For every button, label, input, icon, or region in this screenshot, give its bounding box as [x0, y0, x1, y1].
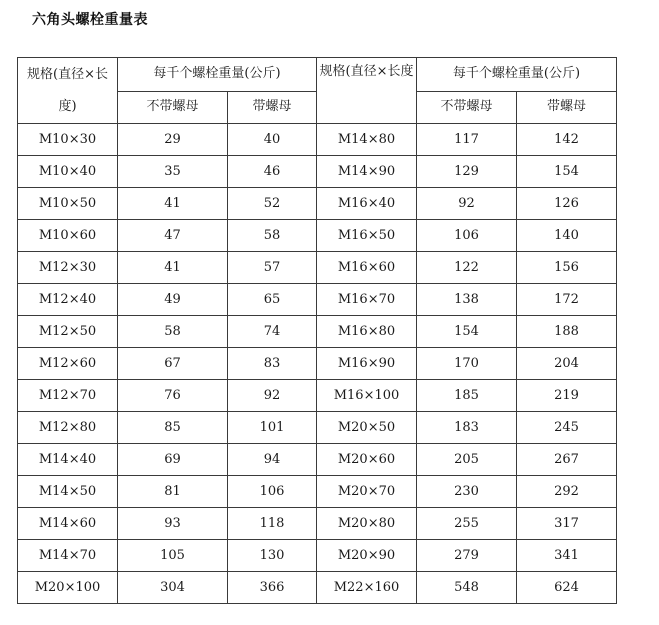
- with-nut-cell-left: 83: [228, 348, 317, 380]
- no-nut-header-left: 不带螺母: [118, 91, 228, 124]
- no-nut-cell-left: 69: [118, 444, 228, 476]
- with-nut-cell-right: 140: [517, 220, 617, 252]
- spec-cell-left: M10×60: [18, 220, 118, 252]
- with-nut-cell-right: 188: [517, 316, 617, 348]
- no-nut-cell-right: 185: [417, 380, 517, 412]
- with-nut-cell-right: 126: [517, 188, 617, 220]
- spec-cell-left: M12×80: [18, 412, 118, 444]
- with-nut-cell-right: 154: [517, 156, 617, 188]
- spec-cell-right: M22×160: [317, 572, 417, 604]
- no-nut-cell-right: 255: [417, 508, 517, 540]
- spec-cell-left: M14×50: [18, 476, 118, 508]
- no-nut-cell-right: 279: [417, 540, 517, 572]
- spec-cell-left: M20×100: [18, 572, 118, 604]
- with-nut-header-left: 带螺母: [228, 91, 317, 124]
- no-nut-cell-right: 170: [417, 348, 517, 380]
- table-row: [18, 444, 617, 476]
- no-nut-cell-right: 154: [417, 316, 517, 348]
- spec-cell-right: M14×80: [317, 124, 417, 156]
- spec-header-left: 规格(直径×长度): [18, 58, 118, 124]
- with-nut-cell-right: 245: [517, 412, 617, 444]
- table-row: [18, 252, 617, 284]
- table-row: [18, 156, 617, 188]
- with-nut-cell-left: 118: [228, 508, 317, 540]
- spec-cell-left: M12×50: [18, 316, 118, 348]
- table-row: [18, 188, 617, 220]
- with-nut-cell-left: 101: [228, 412, 317, 444]
- no-nut-cell-left: 67: [118, 348, 228, 380]
- with-nut-header-right: 带螺母: [517, 91, 617, 124]
- with-nut-cell-right: 156: [517, 252, 617, 284]
- spec-cell-right: M16×60: [317, 252, 417, 284]
- no-nut-cell-right: 205: [417, 444, 517, 476]
- table-body: [18, 58, 617, 604]
- spec-cell-left: M12×40: [18, 284, 118, 316]
- no-nut-cell-right: 106: [417, 220, 517, 252]
- no-nut-cell-right: 117: [417, 124, 517, 156]
- spec-cell-right: M20×90: [317, 540, 417, 572]
- no-nut-cell-left: 35: [118, 156, 228, 188]
- no-nut-cell-left: 76: [118, 380, 228, 412]
- no-nut-cell-left: 47: [118, 220, 228, 252]
- no-nut-cell-left: 49: [118, 284, 228, 316]
- table-row: [18, 412, 617, 444]
- no-nut-cell-left: 85: [118, 412, 228, 444]
- no-nut-cell-right: 129: [417, 156, 517, 188]
- table-row: [18, 476, 617, 508]
- with-nut-cell-left: 106: [228, 476, 317, 508]
- with-nut-cell-right: 204: [517, 348, 617, 380]
- with-nut-cell-left: 74: [228, 316, 317, 348]
- no-nut-cell-left: 81: [118, 476, 228, 508]
- no-nut-cell-right: 92: [417, 188, 517, 220]
- weight-group-header-left: 每千个螺栓重量(公斤): [118, 58, 317, 92]
- with-nut-cell-left: 94: [228, 444, 317, 476]
- with-nut-cell-left: 52: [228, 188, 317, 220]
- table-row: [18, 316, 617, 348]
- spec-header-right: 规格(直径×长度: [317, 58, 417, 124]
- spec-cell-right: M20×70: [317, 476, 417, 508]
- spec-cell-left: M10×40: [18, 156, 118, 188]
- with-nut-cell-right: 624: [517, 572, 617, 604]
- no-nut-header-right: 不带螺母: [417, 91, 517, 124]
- spec-cell-left: M10×50: [18, 188, 118, 220]
- with-nut-cell-left: 92: [228, 380, 317, 412]
- spec-cell-right: M20×60: [317, 444, 417, 476]
- spec-cell-left: M10×30: [18, 124, 118, 156]
- table-row: [18, 380, 617, 412]
- with-nut-cell-right: 142: [517, 124, 617, 156]
- no-nut-cell-right: 122: [417, 252, 517, 284]
- with-nut-cell-left: 366: [228, 572, 317, 604]
- with-nut-cell-left: 40: [228, 124, 317, 156]
- with-nut-cell-left: 57: [228, 252, 317, 284]
- bolt-weight-table: [17, 57, 617, 604]
- table-row: [18, 508, 617, 540]
- page-title: 六角头螺栓重量表: [32, 12, 148, 28]
- with-nut-cell-right: 292: [517, 476, 617, 508]
- spec-cell-left: M14×60: [18, 508, 118, 540]
- spec-cell-left: M12×70: [18, 380, 118, 412]
- spec-cell-right: M16×40: [317, 188, 417, 220]
- with-nut-cell-right: 172: [517, 284, 617, 316]
- spec-cell-left: M14×40: [18, 444, 118, 476]
- no-nut-cell-right: 183: [417, 412, 517, 444]
- no-nut-cell-left: 304: [118, 572, 228, 604]
- spec-cell-right: M16×90: [317, 348, 417, 380]
- no-nut-cell-left: 41: [118, 188, 228, 220]
- spec-cell-right: M16×50: [317, 220, 417, 252]
- spec-cell-right: M14×90: [317, 156, 417, 188]
- spec-cell-left: M12×60: [18, 348, 118, 380]
- spec-cell-right: M16×100: [317, 380, 417, 412]
- with-nut-cell-left: 130: [228, 540, 317, 572]
- spec-cell-left: M12×30: [18, 252, 118, 284]
- no-nut-cell-right: 138: [417, 284, 517, 316]
- table-row: [18, 572, 617, 604]
- with-nut-cell-left: 65: [228, 284, 317, 316]
- table-row: [18, 124, 617, 156]
- table-row: [18, 284, 617, 316]
- with-nut-cell-right: 219: [517, 380, 617, 412]
- no-nut-cell-left: 93: [118, 508, 228, 540]
- with-nut-cell-right: 341: [517, 540, 617, 572]
- table-row: [18, 540, 617, 572]
- no-nut-cell-left: 105: [118, 540, 228, 572]
- no-nut-cell-left: 41: [118, 252, 228, 284]
- spec-cell-right: M20×80: [317, 508, 417, 540]
- spec-cell-right: M16×70: [317, 284, 417, 316]
- weight-group-header-right: 每千个螺栓重量(公斤): [417, 58, 617, 92]
- with-nut-cell-left: 58: [228, 220, 317, 252]
- spec-cell-right: M20×50: [317, 412, 417, 444]
- no-nut-cell-left: 58: [118, 316, 228, 348]
- no-nut-cell-right: 230: [417, 476, 517, 508]
- no-nut-cell-left: 29: [118, 124, 228, 156]
- table-row: [18, 220, 617, 252]
- with-nut-cell-left: 46: [228, 156, 317, 188]
- with-nut-cell-right: 317: [517, 508, 617, 540]
- spec-cell-right: M16×80: [317, 316, 417, 348]
- table-row: [18, 348, 617, 380]
- with-nut-cell-right: 267: [517, 444, 617, 476]
- spec-cell-left: M14×70: [18, 540, 118, 572]
- header-row: [18, 58, 617, 92]
- no-nut-cell-right: 548: [417, 572, 517, 604]
